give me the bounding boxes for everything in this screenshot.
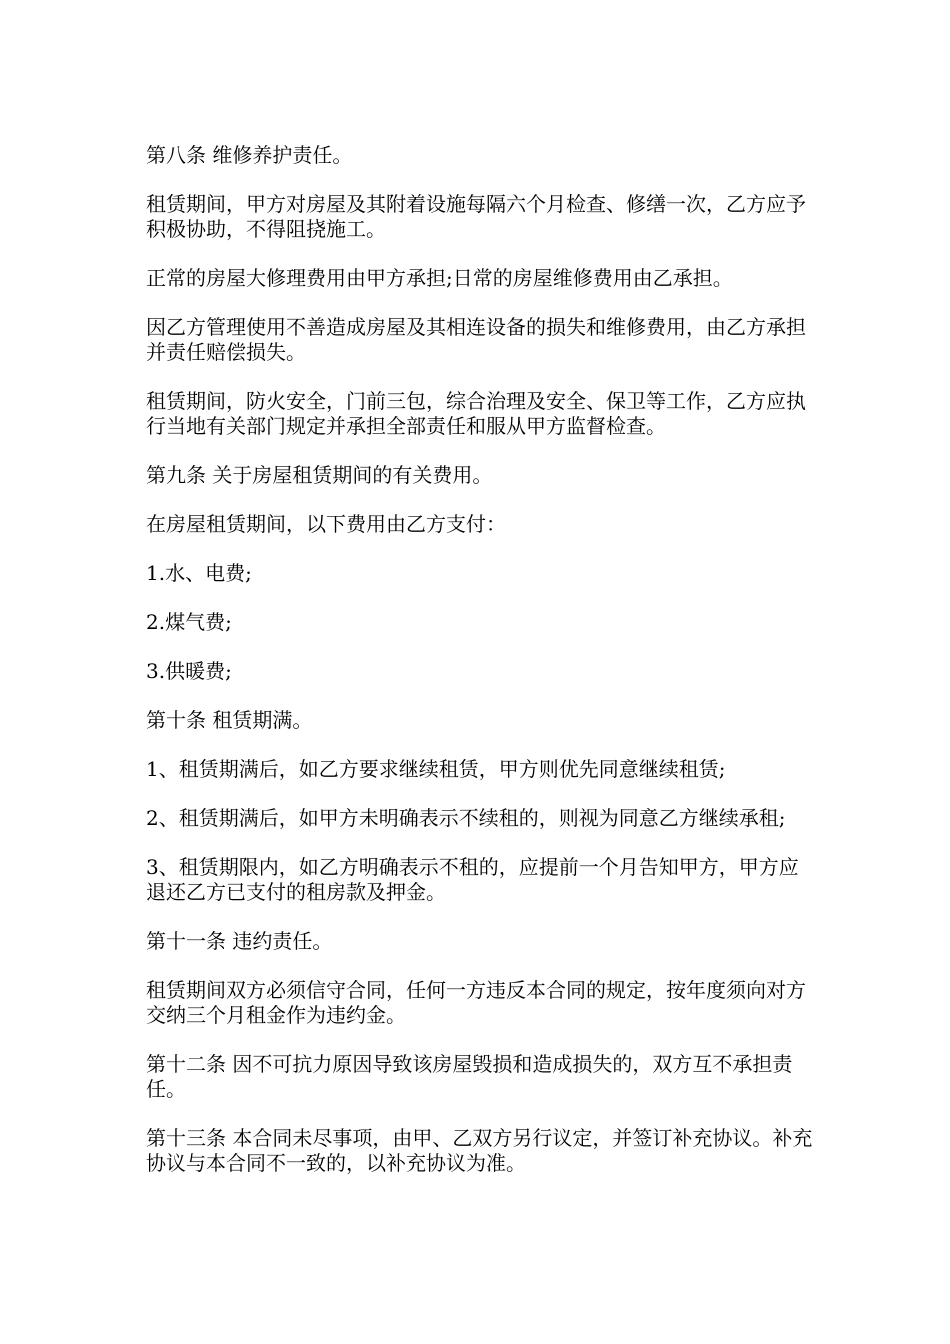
article-9-item-3: 3.供暖费; (146, 659, 232, 683)
article-9-intro: 在房屋租赁期间，以下费用由乙方支付： (146, 512, 506, 536)
article-12-paragraph: 第十二条 因不可抗力原因导致该房屋毁损和造成损失的，双方互不承担责任。 (146, 1052, 793, 1101)
article-9-heading: 第九条 关于房屋租赁期间的有关费用。 (146, 463, 493, 487)
article-8-heading: 第八条 维修养护责任。 (146, 143, 353, 167)
article-10-heading: 第十条 租赁期满。 (146, 708, 313, 732)
article-9-item-1: 1.水、电费; (146, 561, 252, 585)
article-13-paragraph: 第十三条 本合同未尽事项，由甲、乙双方另行议定，并签订补充协议。补充协议与本合同不一致的，以补充协议为准。 (146, 1126, 813, 1175)
article-11-heading: 第十一条 违约责任。 (146, 929, 333, 953)
article-11-paragraph: 租赁期间双方必须信守合同，任何一方违反本合同的规定，按年度须向对方交纳三个月租金作为违约金。 (146, 978, 806, 1027)
article-8-paragraph-4: 租赁期间，防火安全，门前三包，综合治理及安全、保卫等工作，乙方应执行当地有关部门规定并承担全部责任和服从甲方监督检查。 (146, 389, 806, 438)
article-10-item-1: 1、租赁期满后，如乙方要求继续租赁，甲方则优先同意继续租赁; (146, 757, 726, 781)
document-page (146, 143, 816, 1200)
article-8-paragraph-2: 正常的房屋大修理费用由甲方承担;日常的房屋维修费用由乙承担。 (146, 266, 733, 290)
article-8-paragraph-1: 租赁期间，甲方对房屋及其附着设施每隔六个月检查、修缮一次，乙方应予积极协助，不得阻挠施工。 (146, 192, 806, 241)
article-9-item-2: 2.煤气费; (146, 610, 232, 634)
article-10-item-2: 2、租赁期满后，如甲方未明确表示不续租的，则视为同意乙方继续承租; (146, 806, 786, 830)
article-10-item-3: 3、租赁期限内，如乙方明确表示不租的，应提前一个月告知甲方，甲方应退还乙方已支付的租房款及押金。 (146, 855, 799, 904)
article-8-paragraph-3: 因乙方管理使用不善造成房屋及其相连设备的损失和维修费用，由乙方承担并责任赔偿损失。 (146, 315, 806, 364)
